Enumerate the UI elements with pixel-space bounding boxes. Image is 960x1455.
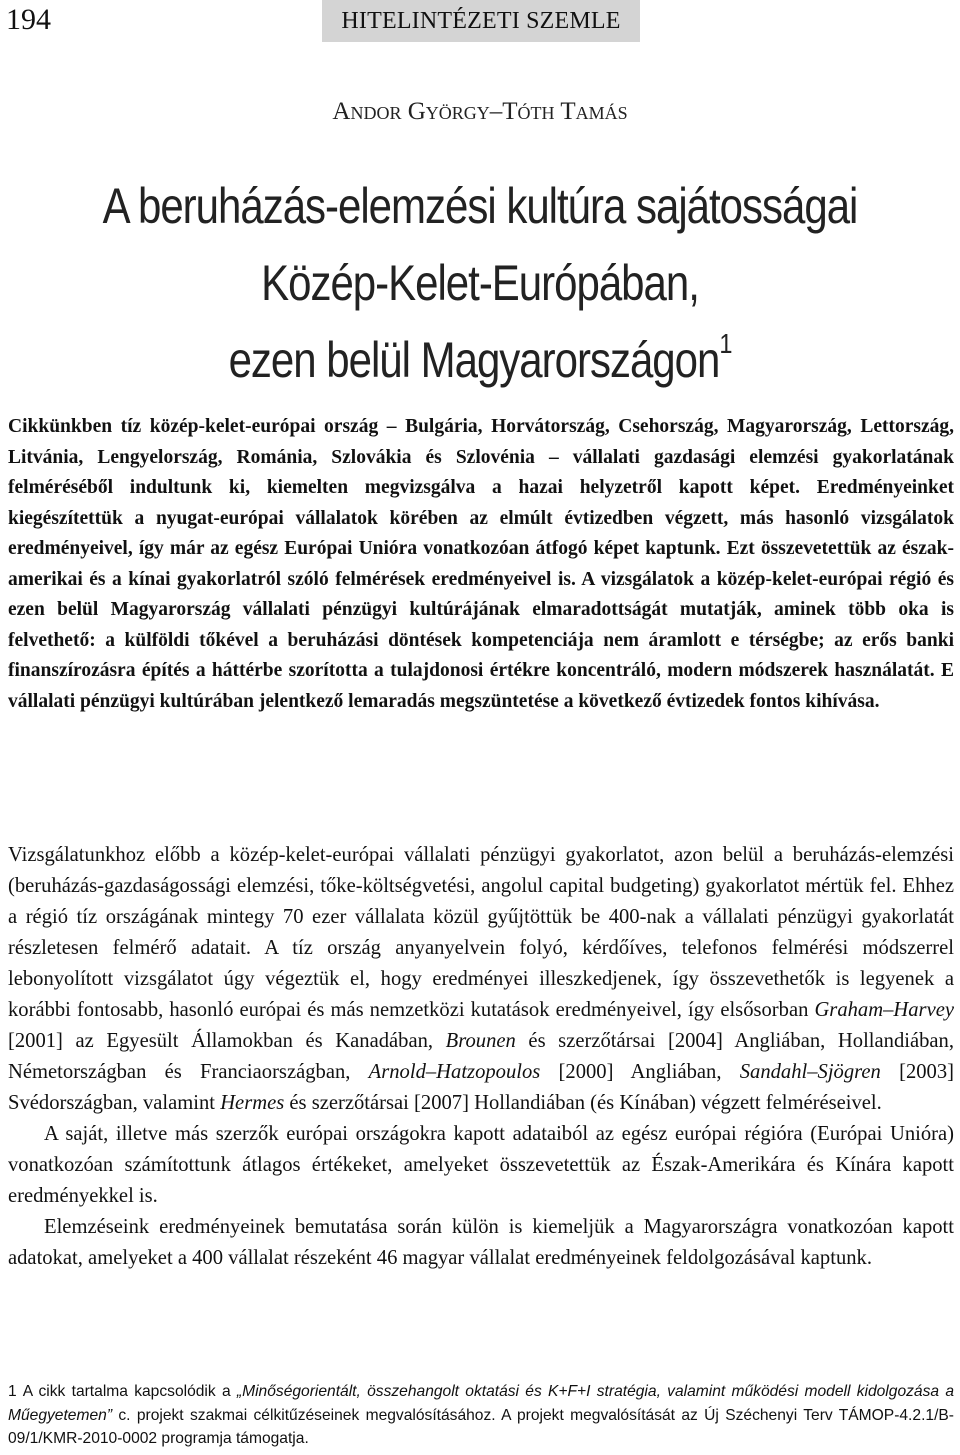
paragraph-text: és szerzőtársai [2004] Angliában, Hollandiában, Németországban és Franciaországban, [8, 1030, 954, 1083]
body-paragraph-1 [8, 840, 954, 1119]
paragraph-text: Vizsgálatunkhoz előbb a közép-kelet-európai vállalati pénzügyi gyakorlatot, azon belül a beruházás-elemzési (beruházás-gazdaságossági elemzési, tőke-költségvetési, angolul capital budgeting) gyakorlatot mértük fel. Ehhez a régió tíz országának mintegy 70 ezer vállalata közül gyűjtöttük be 400-nak a vállalati pénzügyi gyakorlatát részletesen felmérő adatait. A tíz ország anyanyelvein folyó, kérdőíves, telefonos felmérési módszerrel lebonyolított vizsgálatot úgy végeztük el, hogy eredményei illeszkedjenek, így összevethetők is legyenek a korábbi fontosabb, hasonló európai és más nemzetközi kutatások eredményeivel, így elsősorban [8, 844, 954, 1021]
paragraph-text: [2003] Svédországban, valamint [8, 1061, 954, 1114]
title-line-3 [77, 322, 883, 399]
citation: Brounen [445, 1030, 516, 1052]
paragraph-text: [2001] az Egyesült Államokban és Kanadában, [8, 1030, 446, 1052]
body-paragraph-3: Elemzéseink eredményeinek bemutatása során külön is kiemeljük a Magyarországra vonatkozóan kapott adatokat, amelyeket a 400 vállalat részeként 46 magyar vállalat eredményeinek feldolgozásával kaptunk. [8, 1216, 954, 1269]
article-title [77, 168, 883, 399]
article-authors: Andor György–Tóth Tamás [332, 98, 628, 125]
page-number: 194 [6, 3, 51, 36]
title-line-2: Közép-Kelet-Európában, [261, 255, 699, 311]
title-line-1: A beruházás-elemzési kultúra sajátosságai [102, 178, 858, 234]
citation: Graham–Harvey [814, 999, 954, 1021]
body-paragraph-2: A saját, illetve más szerzők európai országokra kapott adataiból az egész európai régióra (Európai Unióra) vonatkozóan számítottunk átlagos értékeket, amelyeket összevetettük az Észak-Amerikára és Kínára kapott eredményekkel is. [8, 1123, 954, 1207]
citation: Arnold–Hatzopoulos [368, 1061, 541, 1083]
abstract: Cikkünkben tíz közép-kelet-európai ország – Bulgária, Horvátország, Csehország, Magyarország, Lettország, Litvánia, Lengyelország, Románia, Szlovákia és Szlovénia – vállalati gazdasági elemzési gyakorlatának felméréséből indultunk ki, kiemelten megvizsgálva a hazai helyzetről kapott képet. Eredményeinket kiegészítettük a nyugat-európai vállalatok körében az elmúlt évtizedben végzett, más hasonló vizsgálatok eredményeivel, így már az egész Európai Unióra vonatkozóan átfogó képet kaptunk. Ezt összevetettük az észak-amerikai és a kínai gyakorlatról szóló felmérések eredményeivel is. A vizsgálatok a közép-kelet-európai régió és ezen belül Magyarország vállalati pénzügyi kultúrájának elmaradottságát mutatják, aminek több oka is felvethető: a külföldi tőkével a beruházási döntések kompetenciája nem áramlott e térségbe; az erős banki finanszírozásra építés a háttérbe szorította a tulajdonosi értékre koncentráló, modern módszerek használatát. E vállalati pénzügyi kultúrában jelentkező lemaradás megszüntetése a következő évtizedek fontos kihívása. [8, 416, 954, 712]
footnote-text: A cikk tartalma kapcsolódik a [22, 1383, 237, 1400]
paragraph-text: és szerzőtársai [2007] Hollandiában (és Kínában) végzett felméréseivel. [284, 1092, 882, 1114]
footnote-text: c. projekt szakmai célkitűzéseinek megvalósításához. A projekt megvalósítását az Új Széchenyi Terv TÁMOP-4.2.1/B-09/1/KMR-2010-0002 programja támogatja. [8, 1406, 954, 1447]
title-footnote-marker: 1 [719, 328, 732, 359]
page-header [0, 0, 960, 42]
citation: Sandahl–Sjögren [739, 1061, 881, 1083]
footnote-project-title: „Minőségorientált, összehangolt oktatási és K+F+I stratégia, valamint működési modell kidolgozása a Műegyetemen” [8, 1383, 954, 1424]
footnote-number: 1 [8, 1383, 17, 1400]
footnote [8, 1380, 954, 1451]
article-body [8, 840, 954, 1274]
title-line-3-text: ezen belül Magyarországon [228, 332, 720, 388]
journal-title: HITELINTÉZETI SZEMLE [322, 0, 640, 42]
citation: Hermes [220, 1092, 285, 1114]
paragraph-text: [2000] Angliában, [540, 1061, 740, 1083]
